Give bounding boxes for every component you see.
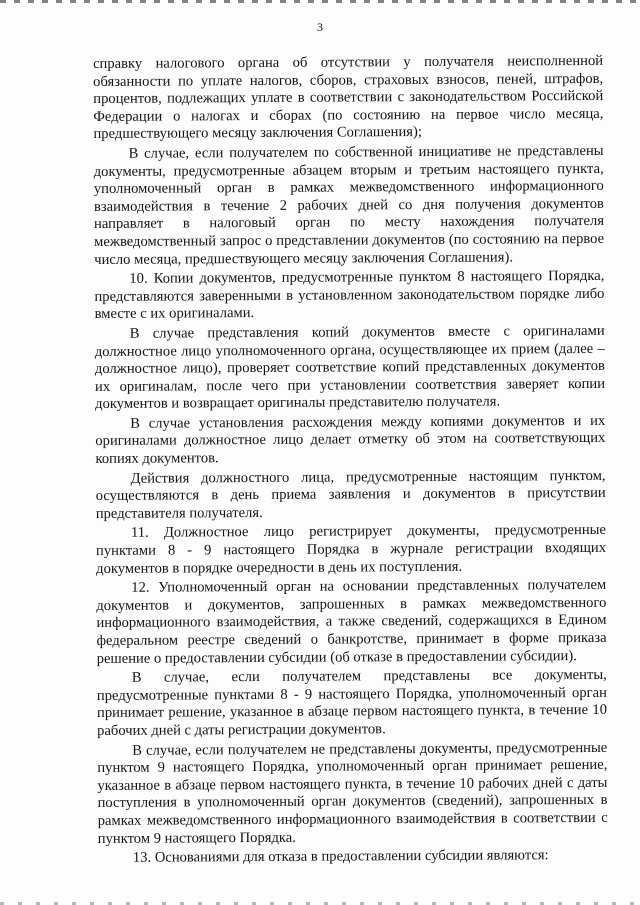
paragraph: В случае установления расхождения между копиями документов и их оригиналами должностное лицо делает отметку об этом на соответствующих копиях документов. bbox=[95, 412, 606, 468]
paragraph: 10. Копии документов, предусмотренные пунктом 8 настоящего Порядка, представляются заверенными в установленном законодательством порядке либо вместе с их оригиналами. bbox=[94, 268, 605, 323]
paragraph: В случае, если получателем представлены все документы, предусмотренные пунктами 8 - 9 настоящего Порядка, уполномоченный орган принимает решение, указанное в абзаце первом настоящего пункта, в течение 10 рабочих дней с даты регистрации документов. bbox=[96, 667, 608, 739]
paragraph: В случае, если получателем не представлены документы, предусмотренные пунктом 9 настоящего Порядка, уполномоченный орган принимает решение, указанное в абзаце первом настоящего пункта, в течение 10 рабочих дней с даты поступления в уполномоченный орган документов (сведений), запрошенных в рамках межведомственного информационного взаимодействия в соответствии с пунктом 9 настоящего Порядка. bbox=[97, 739, 608, 847]
scan-top-edge bbox=[0, 0, 640, 3]
paragraph: 13. Основаниями для отказа в предоставлении субсидии являются: bbox=[132, 847, 549, 866]
paragraph: В случае представления копий документов вместе с оригиналами должностное лицо уполномоченного органа, осуществляющее их прием (далее – должностное лицо), проверяет соответствие копий представленных документов их оригиналам, после чего при установлении соответствия заверяет копии документов и возвращает оригиналы представителю получателя. bbox=[94, 322, 606, 413]
paragraph: 12. Уполномоченный орган на основании представленных получателем документов и документов, запрошенных в рамках межведомственного информационного взаимодействия, а также сведений, содержащихся в Едином федеральном реестре сведений о банкротстве, принимает в форме приказа решение о предоставлении субсидии (об отказе в предоставлении субсидии). bbox=[96, 577, 607, 667]
document-body bbox=[93, 53, 608, 870]
paragraph: справку налогового органа об отсутствии у получателя неисполненной обязанности по уплате налогов, сборов, страховых взносов, пеней, штрафов, процентов, подлежащих уплате в соответствии с законодательством Российской Федерации о налогах и сборах (по состоянию на первое число месяца, предшествующего месяцу заключения Соглашения); bbox=[93, 52, 604, 143]
paragraph: 11. Должностное лицо регистрирует документы, предусмотренные пунктами 8 - 9 настоящего Порядка в журнале регистрации входящих документов в порядке очередности в день их поступления. bbox=[95, 522, 607, 577]
paragraph: Действия должностного лица, предусмотренные настоящим пунктом, осуществляются в день приема заявления и документов в присутствии представителя получателя. bbox=[95, 467, 606, 522]
paragraph: В случае, если получателем по собственной инициативе не представлены документы, предусмотренные абзацем вторым и третьим настоящего пункта, уполномоченный орган в рамках межведомственного информационного взаимодействия в течение 2 рабочих дней со дня получения документов направляет в налоговый орган по месту нахождения получателя межведомственный запрос о представлении документов (по состоянию на первое число месяца, предшествующего месяцу заключения Соглашения). bbox=[93, 142, 605, 268]
page-number: 3 bbox=[317, 20, 323, 34]
